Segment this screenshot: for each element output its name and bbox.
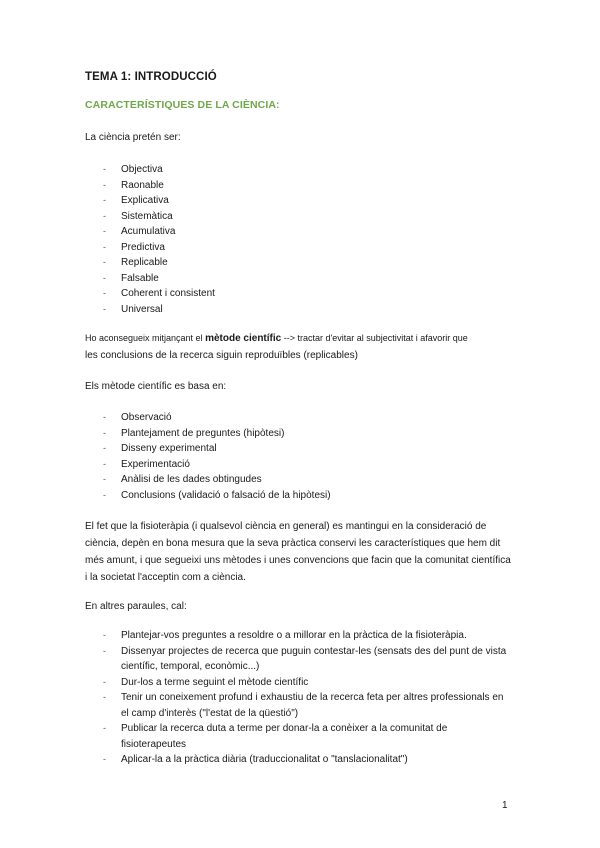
method-text-line2: les conclusions de la recerca siguin reproduïbles (replicables) — [85, 350, 358, 361]
list-item — [103, 628, 521, 644]
list-item-line: - Tenir un coneixement profund i exhaustiu de la recerca feta per altres professionals en — [121, 692, 504, 703]
list-item: - Coherent i consistent — [103, 286, 215, 302]
list-item — [103, 752, 521, 768]
list-item: - Universal — [103, 302, 215, 318]
physio-line: més amunt, i que segueixi uns mètodes i unes convencions que facin que la comunitat científica — [85, 555, 511, 566]
section-heading: CARACTERÍSTIQUES DE LA CIÈNCIA: — [85, 99, 280, 111]
list-item — [103, 675, 521, 691]
list-item-line: - Plantejar-vos preguntes a resoldre o a millorar en la pràctica de la fisioteràpia. — [121, 630, 467, 641]
list-item-line: fisioterapeutes — [121, 738, 187, 750]
page-number: 1 — [502, 800, 508, 811]
list-item: - Objectiva — [103, 162, 215, 178]
list-item: - Conclusions (validació o falsació de la hipòtesi) — [103, 488, 331, 504]
list-item-line: el camp d'interès ("l'estat de la qüestió") — [121, 707, 299, 719]
list-item-line: - Dur-los a terme seguint el mètode científic — [121, 676, 309, 688]
list-item-line: - Aplicar-la a la pràctica diària (traduccionalitat o "tanslacionalitat") — [121, 754, 408, 765]
page-title: TEMA 1: INTRODUCCIÓ — [85, 71, 217, 83]
list-item: - Experimentació — [103, 457, 331, 473]
list-item: - Falsable — [103, 271, 215, 287]
method-term: mètode científic — [205, 333, 282, 344]
requirements-list — [103, 628, 521, 768]
list-item — [103, 644, 521, 675]
physio-line: i la societat l'acceptin com a ciència. — [85, 572, 246, 583]
list-item: - Replicable — [103, 255, 215, 271]
method-text-before: Ho aconsegueix mitjançant el — [85, 333, 206, 343]
list-item: - Raonable — [103, 178, 215, 194]
characteristics-list — [103, 162, 215, 317]
method-steps-list — [103, 410, 331, 503]
list-item: - Disseny experimental — [103, 441, 331, 457]
list-item: - Sistemàtica — [103, 209, 215, 225]
list-item — [103, 721, 521, 752]
list-item: - Observació — [103, 410, 331, 426]
list-item — [103, 690, 521, 721]
intro-text: La ciència pretén ser: — [85, 132, 181, 143]
list-item: - Anàlisi de les dades obtingudes — [103, 472, 331, 488]
list-item: - Plantejament de preguntes (hipòtesi) — [103, 426, 331, 442]
list-item: - Explicativa — [103, 193, 215, 209]
list-item-line: - Dissenyar projectes de recerca que puguin contestar-les (sensats des del punt de vista — [121, 645, 507, 657]
list-item-line: científic, temporal, econòmic...) — [121, 661, 260, 672]
method-intro: Els mètode científic es basa en: — [85, 381, 227, 392]
physio-line: El fet que la fisioteràpia (i qualsevol ciència en general) es mantingui en la consideració de — [85, 521, 487, 532]
method-text-after: --> tractar d'evitar al subjectivitat i afavorir que — [281, 333, 468, 343]
physio-paragraph — [85, 518, 535, 586]
other-words: En altres paraules, cal: — [85, 601, 187, 612]
physio-line: ciència, depèn en bona mesura que la seva pràctica conservi les característiques que hem dit — [85, 538, 501, 549]
list-item: - Predictiva — [103, 240, 215, 256]
method-paragraph — [85, 330, 525, 364]
list-item-line: - Publicar la recerca duta a terme per donar-la a conèixer a la comunitat de — [121, 723, 448, 734]
list-item: - Acumulativa — [103, 224, 215, 240]
